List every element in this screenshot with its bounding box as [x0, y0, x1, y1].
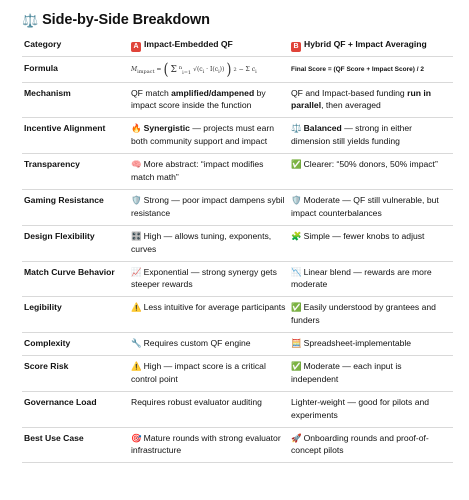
badge-a-icon: A	[131, 42, 141, 52]
cell-icon: 🛡️	[291, 194, 302, 205]
formula-b	[289, 57, 453, 83]
table-row	[22, 82, 453, 118]
page-title-text: Side-by-Side Breakdown	[42, 12, 210, 28]
cell-text: Moderate — each input is independent	[291, 360, 402, 384]
page-title	[22, 12, 210, 28]
row-cell-b	[289, 154, 453, 190]
row-cell-b	[289, 189, 453, 225]
cell-text: , then averaged	[321, 100, 381, 111]
cell-text: Mature rounds with strong evaluator infrastructure	[131, 432, 281, 456]
cell-text: Clearer: “50% donors, 50% impact”	[303, 159, 438, 170]
header-col-a	[129, 34, 289, 57]
formula-b-text: Final Score = (QF Score + Impact Score) / 2	[291, 66, 424, 73]
cell-text: Strong — poor impact dampens sybil resistance	[131, 194, 285, 218]
row-cell-a	[129, 225, 289, 261]
cell-text: Onboarding rounds and proof-of-concept pilots	[291, 432, 429, 456]
cell-icon: 📈	[131, 266, 142, 277]
cell-text: QF match	[131, 87, 172, 98]
header-col-a-label: Impact-Embedded QF	[144, 39, 233, 49]
row-cell-b	[289, 261, 453, 297]
table-row-formula	[22, 57, 453, 83]
cell-icon: ⚠️	[131, 360, 142, 371]
cell-icon: 🎛️	[131, 230, 142, 241]
cell-emphasis: run in parallel	[291, 87, 431, 111]
row-category: Match Curve Behavior	[22, 261, 129, 297]
row-category: Transparency	[22, 154, 129, 190]
row-category: Design Flexibility	[22, 225, 129, 261]
cell-text: by impact score inside the function	[131, 87, 266, 111]
row-category: Incentive Alignment	[22, 118, 129, 154]
cell-text: High — allows tuning, exponents, curves	[131, 230, 272, 254]
row-cell-a	[129, 189, 289, 225]
row-cell-b	[289, 333, 453, 356]
cell-icon: ✅	[291, 302, 302, 313]
scales-icon: ⚖️	[22, 12, 39, 28]
cell-text: Requires custom QF engine	[143, 338, 251, 349]
row-category: Governance Load	[22, 391, 129, 427]
row-cell-a	[129, 82, 289, 118]
cell-icon: 🔧	[131, 338, 142, 349]
row-category: Formula	[22, 57, 129, 83]
cell-text: Simple — fewer knobs to adjust	[303, 230, 425, 241]
cell-text: Less intuitive for average participants	[143, 302, 286, 313]
header-col-b-label: Hybrid QF + Impact Averaging	[304, 39, 427, 49]
cell-icon: ✅	[291, 360, 302, 371]
row-cell-a	[129, 333, 289, 356]
cell-text: Lighter-weight — good for pilots and experiments	[291, 396, 430, 420]
table-row	[22, 427, 453, 463]
row-cell-b	[289, 297, 453, 333]
row-cell-b	[289, 82, 453, 118]
table-row	[22, 261, 453, 297]
cell-emphasis: amplified/dampened	[171, 87, 255, 98]
cell-text: — strong in either dimension still yields funding	[291, 123, 413, 147]
header-category: Category	[22, 34, 129, 57]
cell-icon: 📉	[291, 266, 302, 277]
formula-a-image: $M_{impact}$ = ( Σ $^n_{i=1}$ $√(c_i \cdot I(c_i))$ ) 2 − Σ $c_i$	[131, 61, 257, 80]
cell-text: More abstract: “impact modifies match math”	[131, 159, 264, 183]
table-row	[22, 189, 453, 225]
row-category: Best Use Case	[22, 427, 129, 463]
comparison-table	[22, 34, 453, 463]
row-category: Complexity	[22, 333, 129, 356]
table-row	[22, 154, 453, 190]
row-cell-a	[129, 427, 289, 463]
cell-icon: 🚀	[291, 432, 302, 443]
cell-text: High — impact score is a critical control point	[131, 360, 266, 384]
cell-text: Easily understood by grantees and funders	[291, 302, 436, 326]
row-category: Score Risk	[22, 355, 129, 391]
cell-text: Moderate — QF still vulnerable, but impact counterbalances	[291, 194, 439, 218]
cell-icon: ⚖️	[291, 123, 302, 134]
cell-emphasis: Synergistic	[143, 123, 190, 134]
row-cell-a	[129, 154, 289, 190]
row-cell-a	[129, 391, 289, 427]
cell-icon: 🧩	[291, 230, 302, 241]
cell-icon: 🧠	[131, 159, 142, 170]
cell-icon: ✅	[291, 159, 302, 170]
cell-icon: ⚠️	[131, 302, 142, 313]
cell-icon: 🧮	[291, 338, 302, 349]
row-cell-b	[289, 391, 453, 427]
cell-icon: 🛡️	[131, 194, 142, 205]
row-cell-a	[129, 355, 289, 391]
table-row	[22, 355, 453, 391]
cell-text: Linear blend — rewards are more moderate	[291, 266, 432, 290]
cell-text: Exponential — strong synergy gets steeper rewards	[131, 266, 277, 290]
table-row	[22, 333, 453, 356]
table-row	[22, 297, 453, 333]
table-header-row	[22, 34, 453, 57]
table-row	[22, 225, 453, 261]
row-cell-b	[289, 225, 453, 261]
row-cell-a	[129, 297, 289, 333]
cell-icon: 🔥	[131, 123, 142, 134]
formula-a	[129, 57, 289, 83]
cell-text: Requires robust evaluator auditing	[131, 396, 262, 407]
row-category: Legibility	[22, 297, 129, 333]
header-col-b	[289, 34, 453, 57]
row-category: Gaming Resistance	[22, 189, 129, 225]
row-category: Mechanism	[22, 82, 129, 118]
table-row	[22, 391, 453, 427]
row-cell-b	[289, 355, 453, 391]
badge-b-icon: B	[291, 42, 301, 52]
row-cell-b	[289, 427, 453, 463]
cell-text: QF and Impact-based funding	[291, 87, 408, 98]
cell-icon: 🎯	[131, 432, 142, 443]
table-row	[22, 118, 453, 154]
cell-text: Spreadsheet-implementable	[303, 338, 412, 349]
row-cell-b	[289, 118, 453, 154]
cell-emphasis: Balanced	[303, 123, 342, 134]
row-cell-a	[129, 261, 289, 297]
row-cell-a	[129, 118, 289, 154]
cell-text: — projects must earn both community support and impact	[131, 123, 274, 147]
